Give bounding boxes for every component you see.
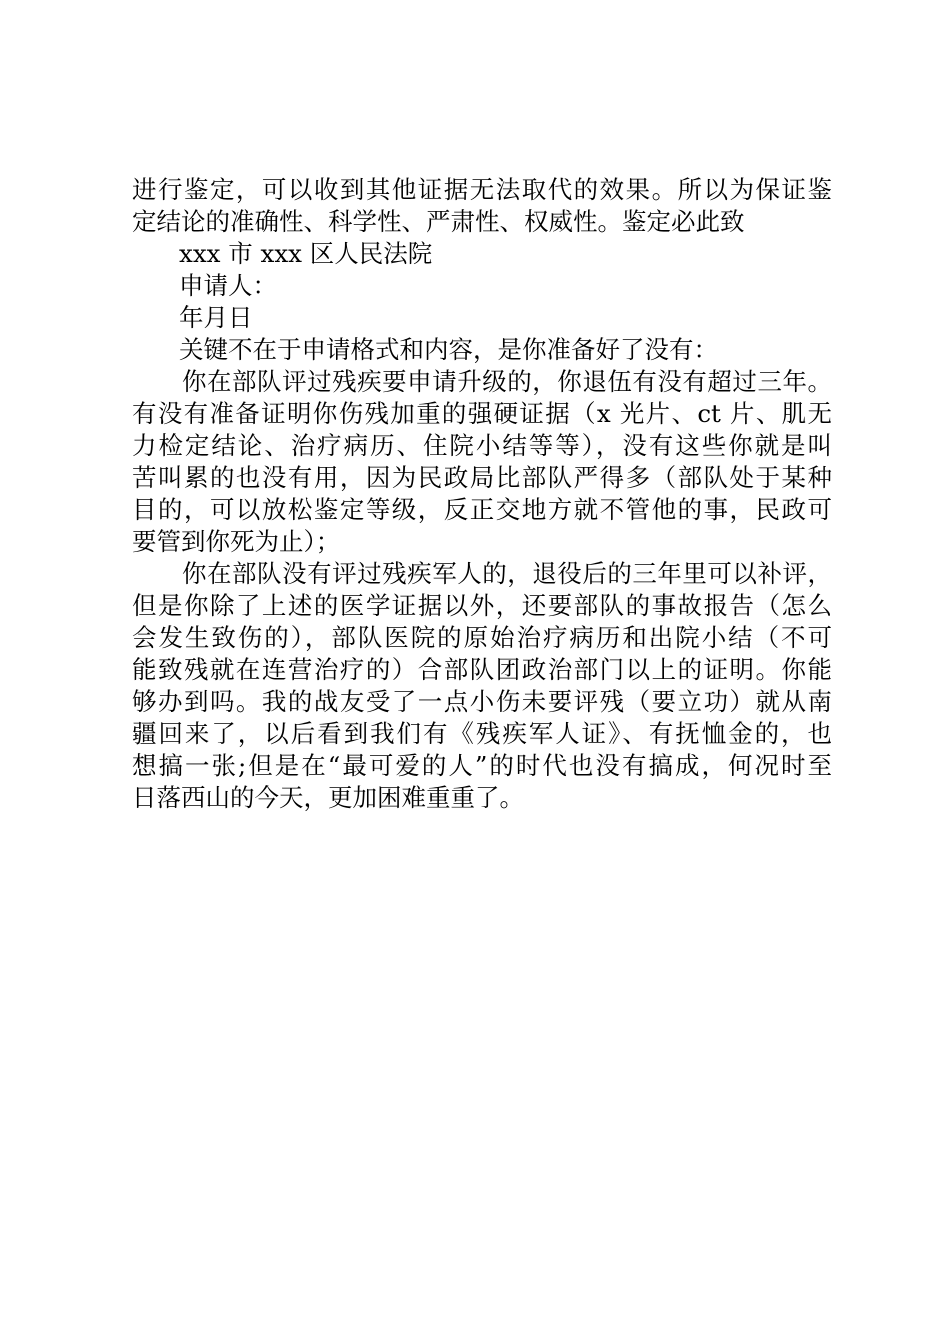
paragraph3-line-5: 够办到吗。我的战友受了一点小伤未要评残（要立功）就从南 bbox=[132, 687, 832, 716]
paragraph2-line-1: 你在部队评过残疾要申请升级的，你退伍有没有超过三年。 bbox=[182, 367, 832, 396]
paragraph2-line-4: 苦叫累的也没有用，因为民政局比部队严得多（部队处于某种 bbox=[132, 463, 832, 492]
court-name: xxx 市 xxx 区人民法院 bbox=[179, 239, 433, 268]
paragraph3-line-7: 想搞一张;但是在“最可爱的人”的时代也没有搞成，何况时至 bbox=[132, 751, 832, 780]
paragraph3-line-4: 能致残就在连营治疗的）合部队团政治部门以上的证明。你能 bbox=[132, 655, 832, 684]
paragraph2-line-5: 目的，可以放松鉴定等级，反正交地方就不管他的事，民政可 bbox=[132, 495, 832, 524]
date-label: 年月日 bbox=[179, 303, 253, 332]
document-body bbox=[132, 174, 832, 814]
paragraph2-line-6: 要管到你死为止）； bbox=[132, 527, 341, 556]
paragraph1-line-1: 进行鉴定，可以收到其他证据无法取代的效果。所以为保证鉴 bbox=[132, 175, 832, 204]
paragraph3-line-3: 会发生致伤的），部队医院的原始治疗病历和出院小结（不可 bbox=[132, 623, 832, 652]
paragraph2-line-2: 有没有准备证明你伤残加重的强硬证据（x 光片、ct 片、肌无 bbox=[132, 399, 832, 428]
paragraph2-line-3: 力检定结论、治疗病历、住院小结等等），没有这些你就是叫 bbox=[132, 431, 832, 460]
paragraph3-line-1: 你在部队没有评过残疾军人的，退役后的三年里可以补评， bbox=[182, 559, 832, 588]
paragraph3-line-8: 日落西山的今天，更加困难重重了。 bbox=[132, 783, 524, 812]
applicant-label: 申请人： bbox=[179, 271, 277, 300]
paragraph3-line-6: 疆回来了，以后看到我们有《残疾军人证》、有抚恤金的，也 bbox=[132, 719, 832, 748]
paragraph3-line-2: 但是你除了上述的医学证据以外，还要部队的事故报告（怎么 bbox=[132, 591, 832, 620]
key-intro: 关键不在于申请格式和内容，是你准备好了没有： bbox=[179, 335, 718, 364]
paragraph1-line-2: 定结论的准确性、科学性、严肃性、权威性。鉴定必此致 bbox=[132, 207, 745, 236]
